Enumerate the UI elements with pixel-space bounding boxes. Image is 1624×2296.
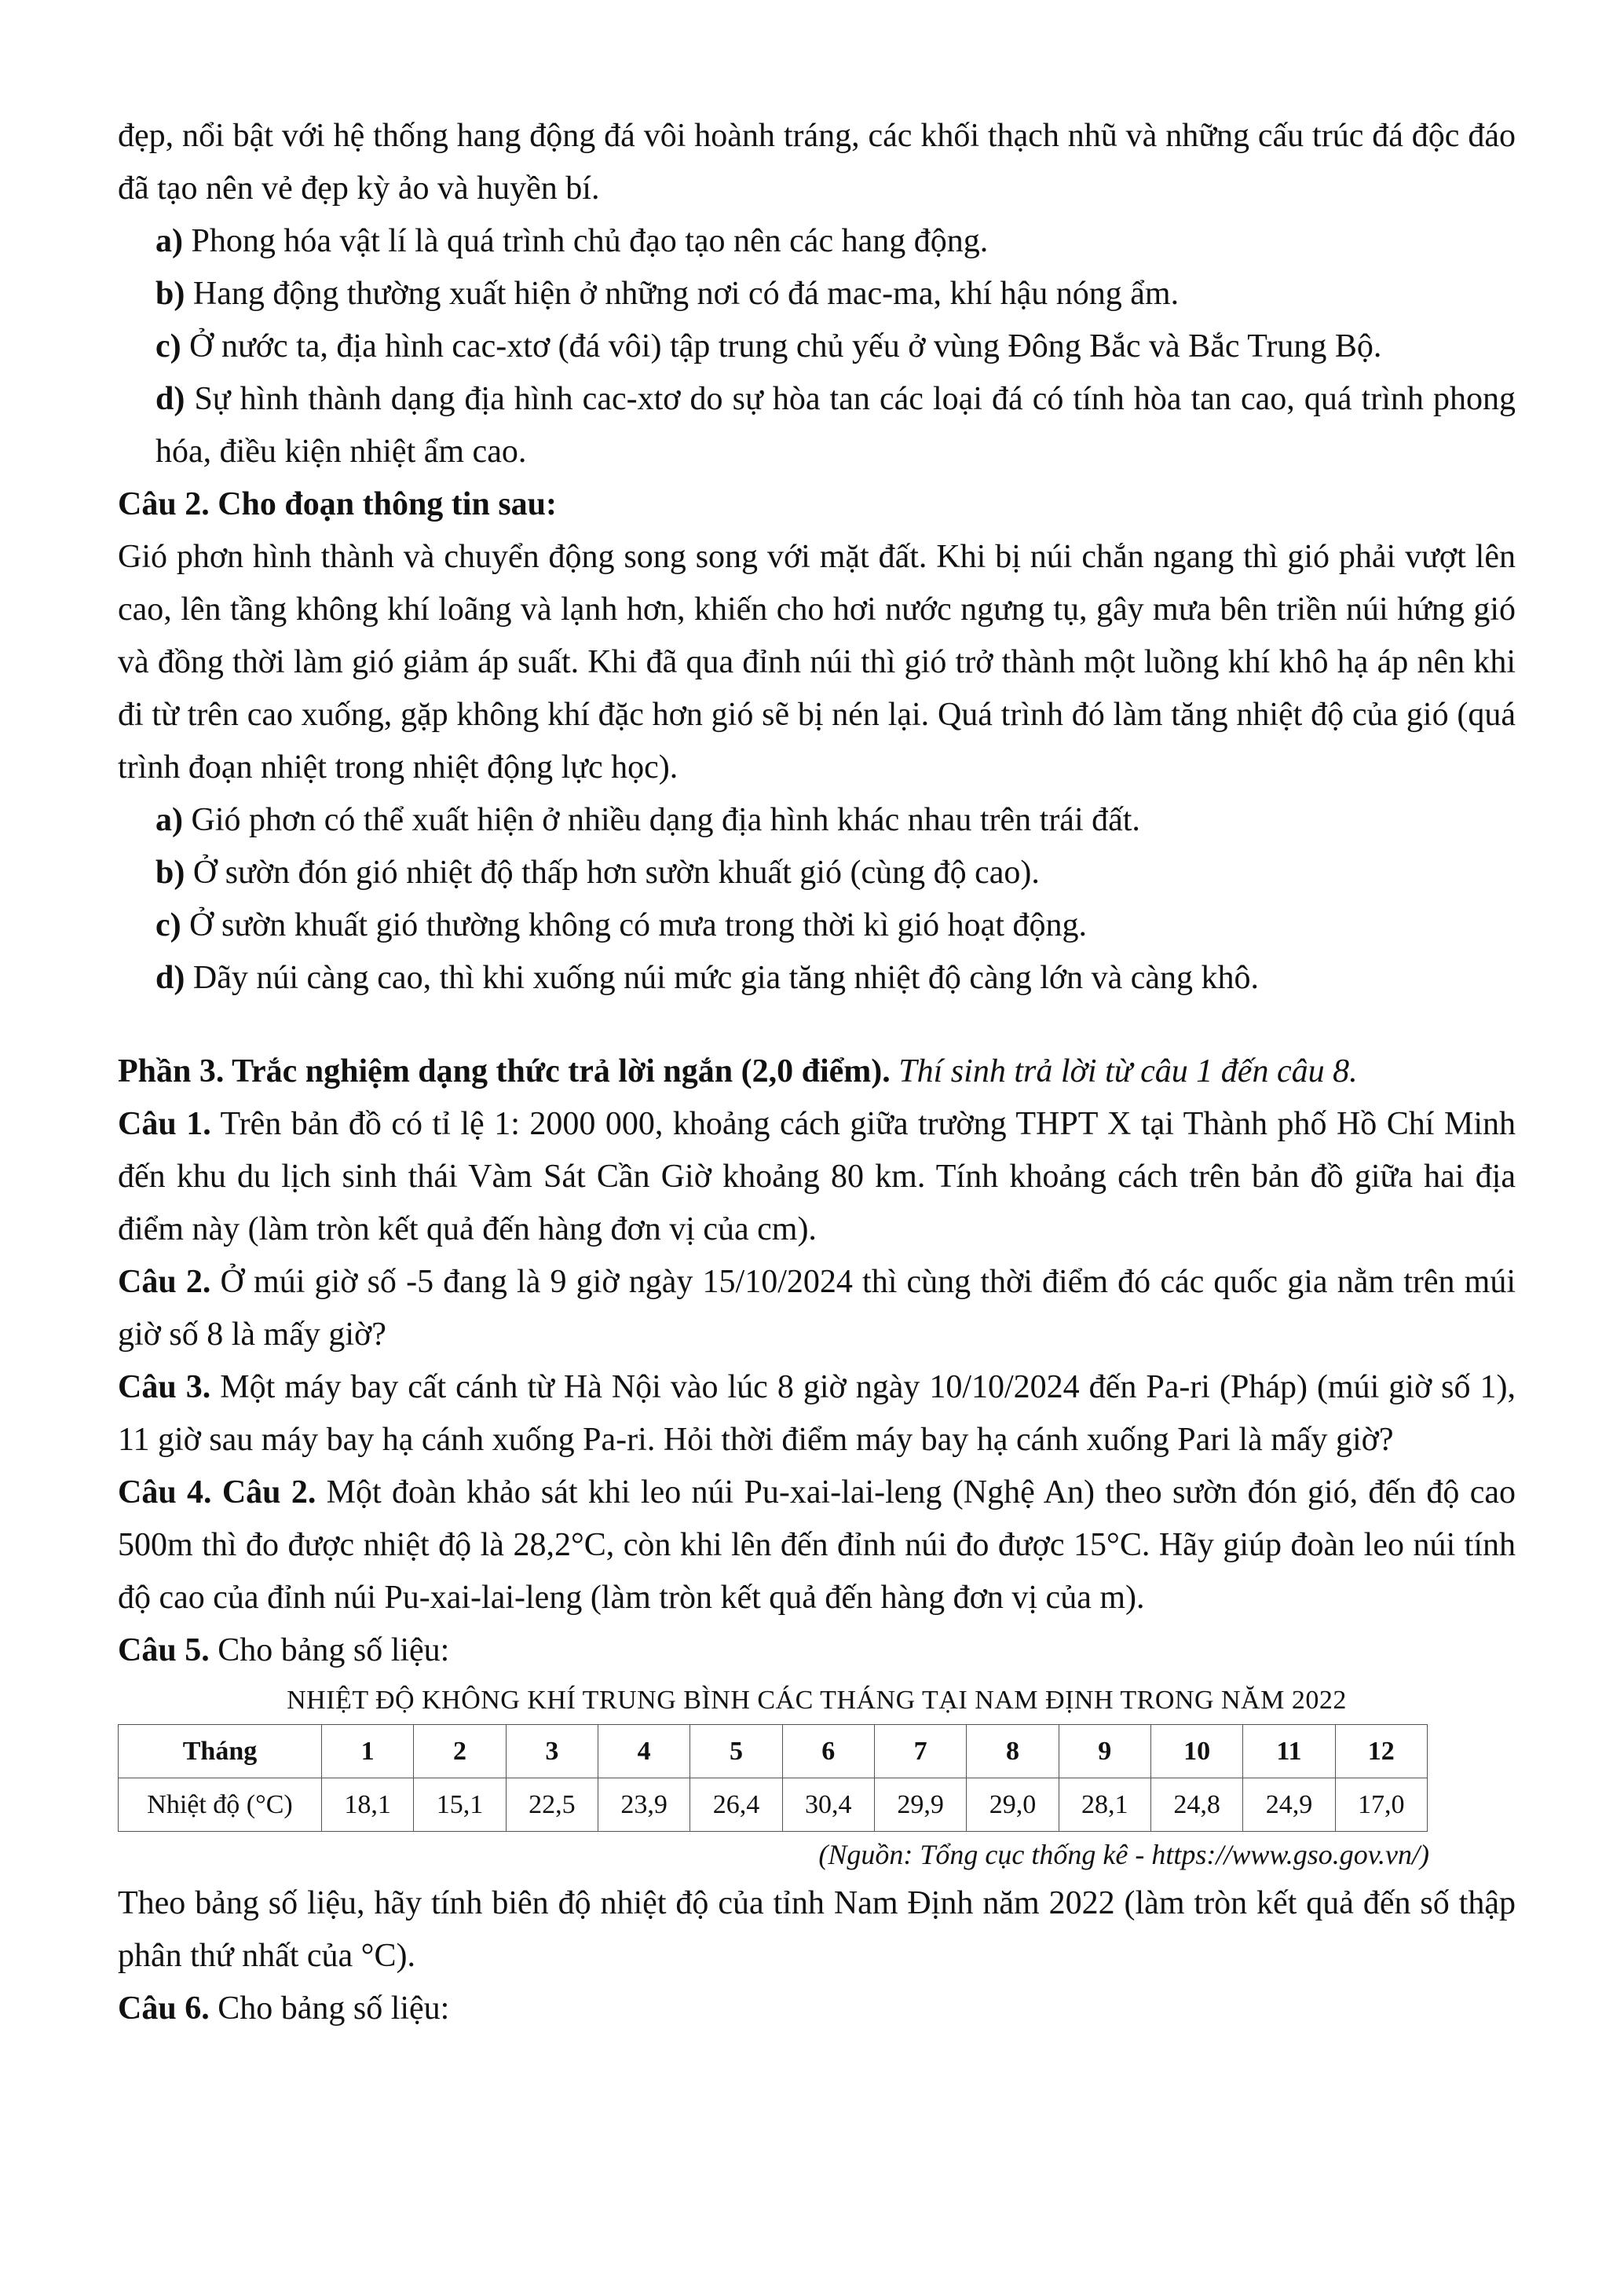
temperature-cell: 22,5 [506,1778,598,1832]
option-b [118,847,1516,899]
question-5 [118,1624,1516,1677]
option-label: c) [155,907,181,943]
month-cell: 1 [322,1725,414,1778]
question-text: Ở múi giờ số -5 đang là 9 giờ ngày 15/10/2024 thì cùng thời điểm đó các quốc gia nằm trên múi giờ số 8 là mấy giờ? [118,1264,1516,1353]
question-2 [118,1256,1516,1361]
table-source: (Nguồn: Tổng cục thống kê - https://www.gso.gov.vn/) [818,1839,1429,1870]
question-label: Câu 6. [118,1990,210,2027]
option-label: b) [155,855,185,891]
row-header-month: Tháng [119,1725,322,1778]
question-2-heading: Câu 2. Cho đoạn thông tin sau: [118,486,558,522]
temperature-cell: 24,8 [1150,1778,1242,1832]
temperature-table [118,1724,1428,1832]
question-text: Một đoàn khảo sát khi leo núi Pu-xai-lai-leng (Nghệ An) theo sườn đón gió, đến độ cao 500m thì đo được nhiệt độ là 28,2°C, còn khi lên đến đỉnh núi đo được 15°C. Hãy giúp đoàn leo núi tính độ cao của đỉnh núi Pu-xai-lai-leng (làm tròn kết quả đến hàng đơn vị của m). [118,1474,1516,1616]
table-row [119,1725,1428,1778]
option-text: Phong hóa vật lí là quá trình chủ đạo tạo nên các hang động. [191,223,989,259]
month-cell: 6 [782,1725,874,1778]
temperature-label: Nhiệt độ (°C) [147,1790,293,1819]
question-text: Một máy bay cất cánh từ Hà Nội vào lúc 8 giờ ngày 10/10/2024 đến Pa-ri (Pháp) (múi giờ số 1), 11 giờ sau máy bay hạ cánh xuống Pa-ri. Hỏi thời điểm máy bay hạ cánh xuống Pari là mấy giờ? [118,1369,1516,1458]
question-5-followup: Theo bảng số liệu, hãy tính biên độ nhiệt độ của tỉnh Nam Định năm 2022 (làm tròn kết quả đến số thập phân thứ nhất của °C). [118,1885,1516,1974]
option-label: d) [155,960,185,996]
question-label: Câu 3. [118,1369,211,1405]
option-text: Ở sườn khuất gió thường không có mưa trong thời kì gió hoạt động. [189,907,1087,943]
month-cell: 8 [967,1725,1059,1778]
option-a [118,794,1516,847]
option-text: Hang động thường xuất hiện ở những nơi có đá mac-ma, khí hậu nóng ẩm. [192,276,1180,312]
row-header-temperature [119,1778,322,1832]
question-2-paragraph: Gió phơn hình thành và chuyển động song song với mặt đất. Khi bị núi chắn ngang thì gió phải vượt lên cao, lên tầng không khí loãng và lạnh hơn, khiến cho hơi nước ngưng tụ, gây mưa bên triền núi hứng gió và đồng thời làm gió giảm áp suất. Khi đã qua đỉnh núi thì gió trở thành một luồng khí khô hạ áp nên khi đi từ trên cao xuống, gặp không khí đặc hơn gió sẽ bị nén lại. Quá trình đó làm tăng nhiệt độ của gió (quá trình đoạn nhiệt trong nhiệt động lực học). [118,539,1516,785]
part-3-title: Phần 3. Trắc nghiệm dạng thức trả lời ngắn (2,0 điểm). [118,1053,891,1089]
month-cell: 5 [690,1725,782,1778]
question-label: Câu 5. [118,1632,210,1668]
section-spacer [118,1005,1516,1045]
option-label: c) [155,328,181,364]
month-cell: 7 [874,1725,966,1778]
temperature-cell: 17,0 [1335,1778,1427,1832]
temperature-cell: 26,4 [690,1778,782,1832]
option-text: Sự hình thành dạng địa hình cac-xtơ do sự hòa tan các loại đá có tính hòa tan cao, quá trình phong hóa, điều kiện nhiệt ẩm cao. [155,381,1516,470]
question-1 [118,1098,1516,1256]
option-label: a) [155,223,183,259]
temperature-cell: 18,1 [322,1778,414,1832]
question-6 [118,1983,1516,2035]
month-cell: 2 [414,1725,506,1778]
option-d [118,952,1516,1005]
question-4 [118,1467,1516,1624]
temperature-cell: 29,0 [967,1778,1059,1832]
option-label: d) [155,381,185,417]
question-label: Câu 2. [118,1264,211,1300]
option-c [118,899,1516,952]
option-text: Ở sườn đón gió nhiệt độ thấp hơn sườn khuất gió (cùng độ cao). [192,855,1040,891]
month-cell: 3 [506,1725,598,1778]
temperature-cell: 15,1 [414,1778,506,1832]
table-title: NHIỆT ĐỘ KHÔNG KHÍ TRUNG BÌNH CÁC THÁNG TẠI NAM ĐỊNH TRONG NĂM 2022 [287,1686,1347,1715]
option-b [118,268,1516,320]
temperature-cell: 23,9 [598,1778,689,1832]
temperature-cell: 28,1 [1059,1778,1150,1832]
month-cell: 12 [1335,1725,1427,1778]
option-text: Gió phơn có thể xuất hiện ở nhiều dạng địa hình khác nhau trên trái đất. [191,802,1140,838]
intro-paragraph: đẹp, nổi bật với hệ thống hang động đá vôi hoành tráng, các khối thạch nhũ và những cấu trúc đá độc đáo đã tạo nên vẻ đẹp kỳ ảo và huyền bí. [118,118,1516,207]
option-label: b) [155,276,185,312]
option-text: Dãy núi càng cao, thì khi xuống núi mức gia tăng nhiệt độ càng lớn và càng khô. [192,960,1260,996]
option-c [118,320,1516,373]
question-text: Cho bảng số liệu: [218,1632,450,1668]
question-label: Câu 1. [118,1106,211,1142]
option-text: Ở nước ta, địa hình cac-xtơ (đá vôi) tập trung chủ yếu ở vùng Đông Bắc và Bắc Trung Bộ. [189,328,1382,364]
temperature-cell: 29,9 [874,1778,966,1832]
month-cell: 10 [1150,1725,1242,1778]
month-cell: 11 [1243,1725,1335,1778]
question-label: Câu 4. Câu 2. [118,1474,316,1511]
option-d [118,373,1516,478]
temperature-cell: 30,4 [782,1778,874,1832]
question-text: Trên bản đồ có tỉ lệ 1: 2000 000, khoảng cách giữa trường THPT X tại Thành phố Hồ Chí Minh đến khu du lịch sinh thái Vàm Sát Cần Giờ khoảng 80 km. Tính khoảng cách trên bản đồ giữa hai địa điểm này (làm tròn kết quả đến hàng đơn vị của cm). [118,1106,1516,1247]
document-page [118,110,1516,2035]
table-row [119,1778,1428,1832]
temperature-cell: 24,9 [1243,1778,1335,1832]
part-3-instruction: Thí sinh trả lời từ câu 1 đến câu 8. [898,1053,1358,1089]
question-text: Cho bảng số liệu: [218,1990,450,2027]
option-a [118,215,1516,268]
month-cell: 4 [598,1725,689,1778]
month-cell: 9 [1059,1725,1150,1778]
question-3 [118,1361,1516,1467]
option-label: a) [155,802,183,838]
part-3-heading [118,1045,1516,1098]
